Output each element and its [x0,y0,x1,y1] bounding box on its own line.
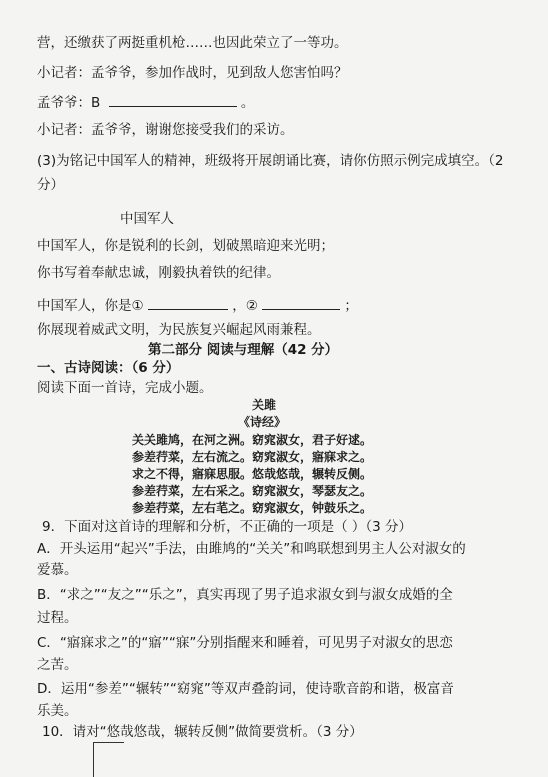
poem-line: 求之不得，寤寐思服。悠哉悠哉，辗转反侧。 [132,467,373,481]
question-9-stem: 9．下面对这首诗的理解和分析，不正确的一项是（ ）（3 分） [42,519,413,535]
poem-source: 《诗经》 [238,415,287,429]
recital-title: 中国军人 [120,211,174,227]
recital-line-2: 你书写着奉献忠诚，刚毅执着铁的纪律。 [37,265,280,281]
recital-line-1: 中国军人，你是锐利的长剑，划破黑暗迎来光明； [37,238,334,254]
option-a: A．开头运用“起兴”手法，由雎鸠的“关关”和鸣联想到男主人公对淑女的 [37,541,466,557]
meng-answer-line [37,92,254,112]
recital-fill-line [37,295,358,315]
poem-line: 参差荇菜，左右流之。窈窕淑女，寤寐求之。 [132,450,373,464]
option-a-cont: 爱慕。 [37,562,78,578]
option-d: D．运用“参差”“辗转”“窈窕”等双声叠韵词，使诗歌音韵和谐，极富音 [37,681,454,697]
option-c: C．“寤寐求之”的“寤”“寐”分别指醒来和睡着，可见男子对淑女的思恋 [37,635,453,651]
poem-line: 关关雎鸠，在河之洲。窈窕淑女，君子好逑。 [132,433,373,447]
recital-fill-mid: ，② [232,298,258,314]
reporter-question: 小记者：孟爷爷，参加作战时，见到敌人您害怕吗？ [37,65,348,81]
option-c-cont: 之苦。 [37,657,78,673]
answer-box-corner [93,742,124,777]
option-b: B．“求之”“友之”“乐之”，真实再现了男子追求淑女到与淑女成婚的全 [37,587,453,603]
answer-blank-2[interactable] [262,295,340,310]
poem-line: 参差荇菜，左右芼之。窈窕淑女，钟鼓乐之。 [132,501,373,515]
option-d-cont: 乐美。 [37,703,78,719]
option-b-cont: 过程。 [37,610,78,626]
recital-fill-prefix: 中国军人，你是① [37,298,144,314]
part-2-heading: 第二部分 阅读与理解（42 分） [148,342,339,358]
recital-line-4: 你展现着威武文明，为民族复兴崛起风雨兼程。 [37,322,321,338]
reporter-thanks: 小记者：孟爷爷，谢谢您接受我们的采访。 [37,122,294,138]
question-3-stem: (3)为铭记中国军人的精神，班级将开展朗诵比赛，请你仿照示例完成填空。（2 [37,153,504,169]
meng-answer-end: 。 [240,95,255,111]
recital-fill-end: ； [344,298,358,314]
question-10-stem: 10．请对“悠哉悠哉，辗转反侧”做简要赏析。（3 分） [42,724,363,740]
question-3-score: 分） [37,177,64,193]
poem-line: 参差荇菜，左右采之。窈窕淑女，琴瑟友之。 [132,484,373,498]
reading-instruction: 阅读下面一首诗，完成小题。 [37,380,213,396]
answer-blank-1[interactable] [148,295,228,310]
text-line: 营，还缴获了两挺重机枪……也因此荣立了一等功。 [37,35,348,51]
poem-title: 关雎 [252,398,277,412]
answer-blank-b[interactable] [109,92,237,107]
meng-answer-label: 孟爷爷：B [37,95,101,111]
section-1-heading: 一、古诗阅读：（6 分） [37,360,180,376]
